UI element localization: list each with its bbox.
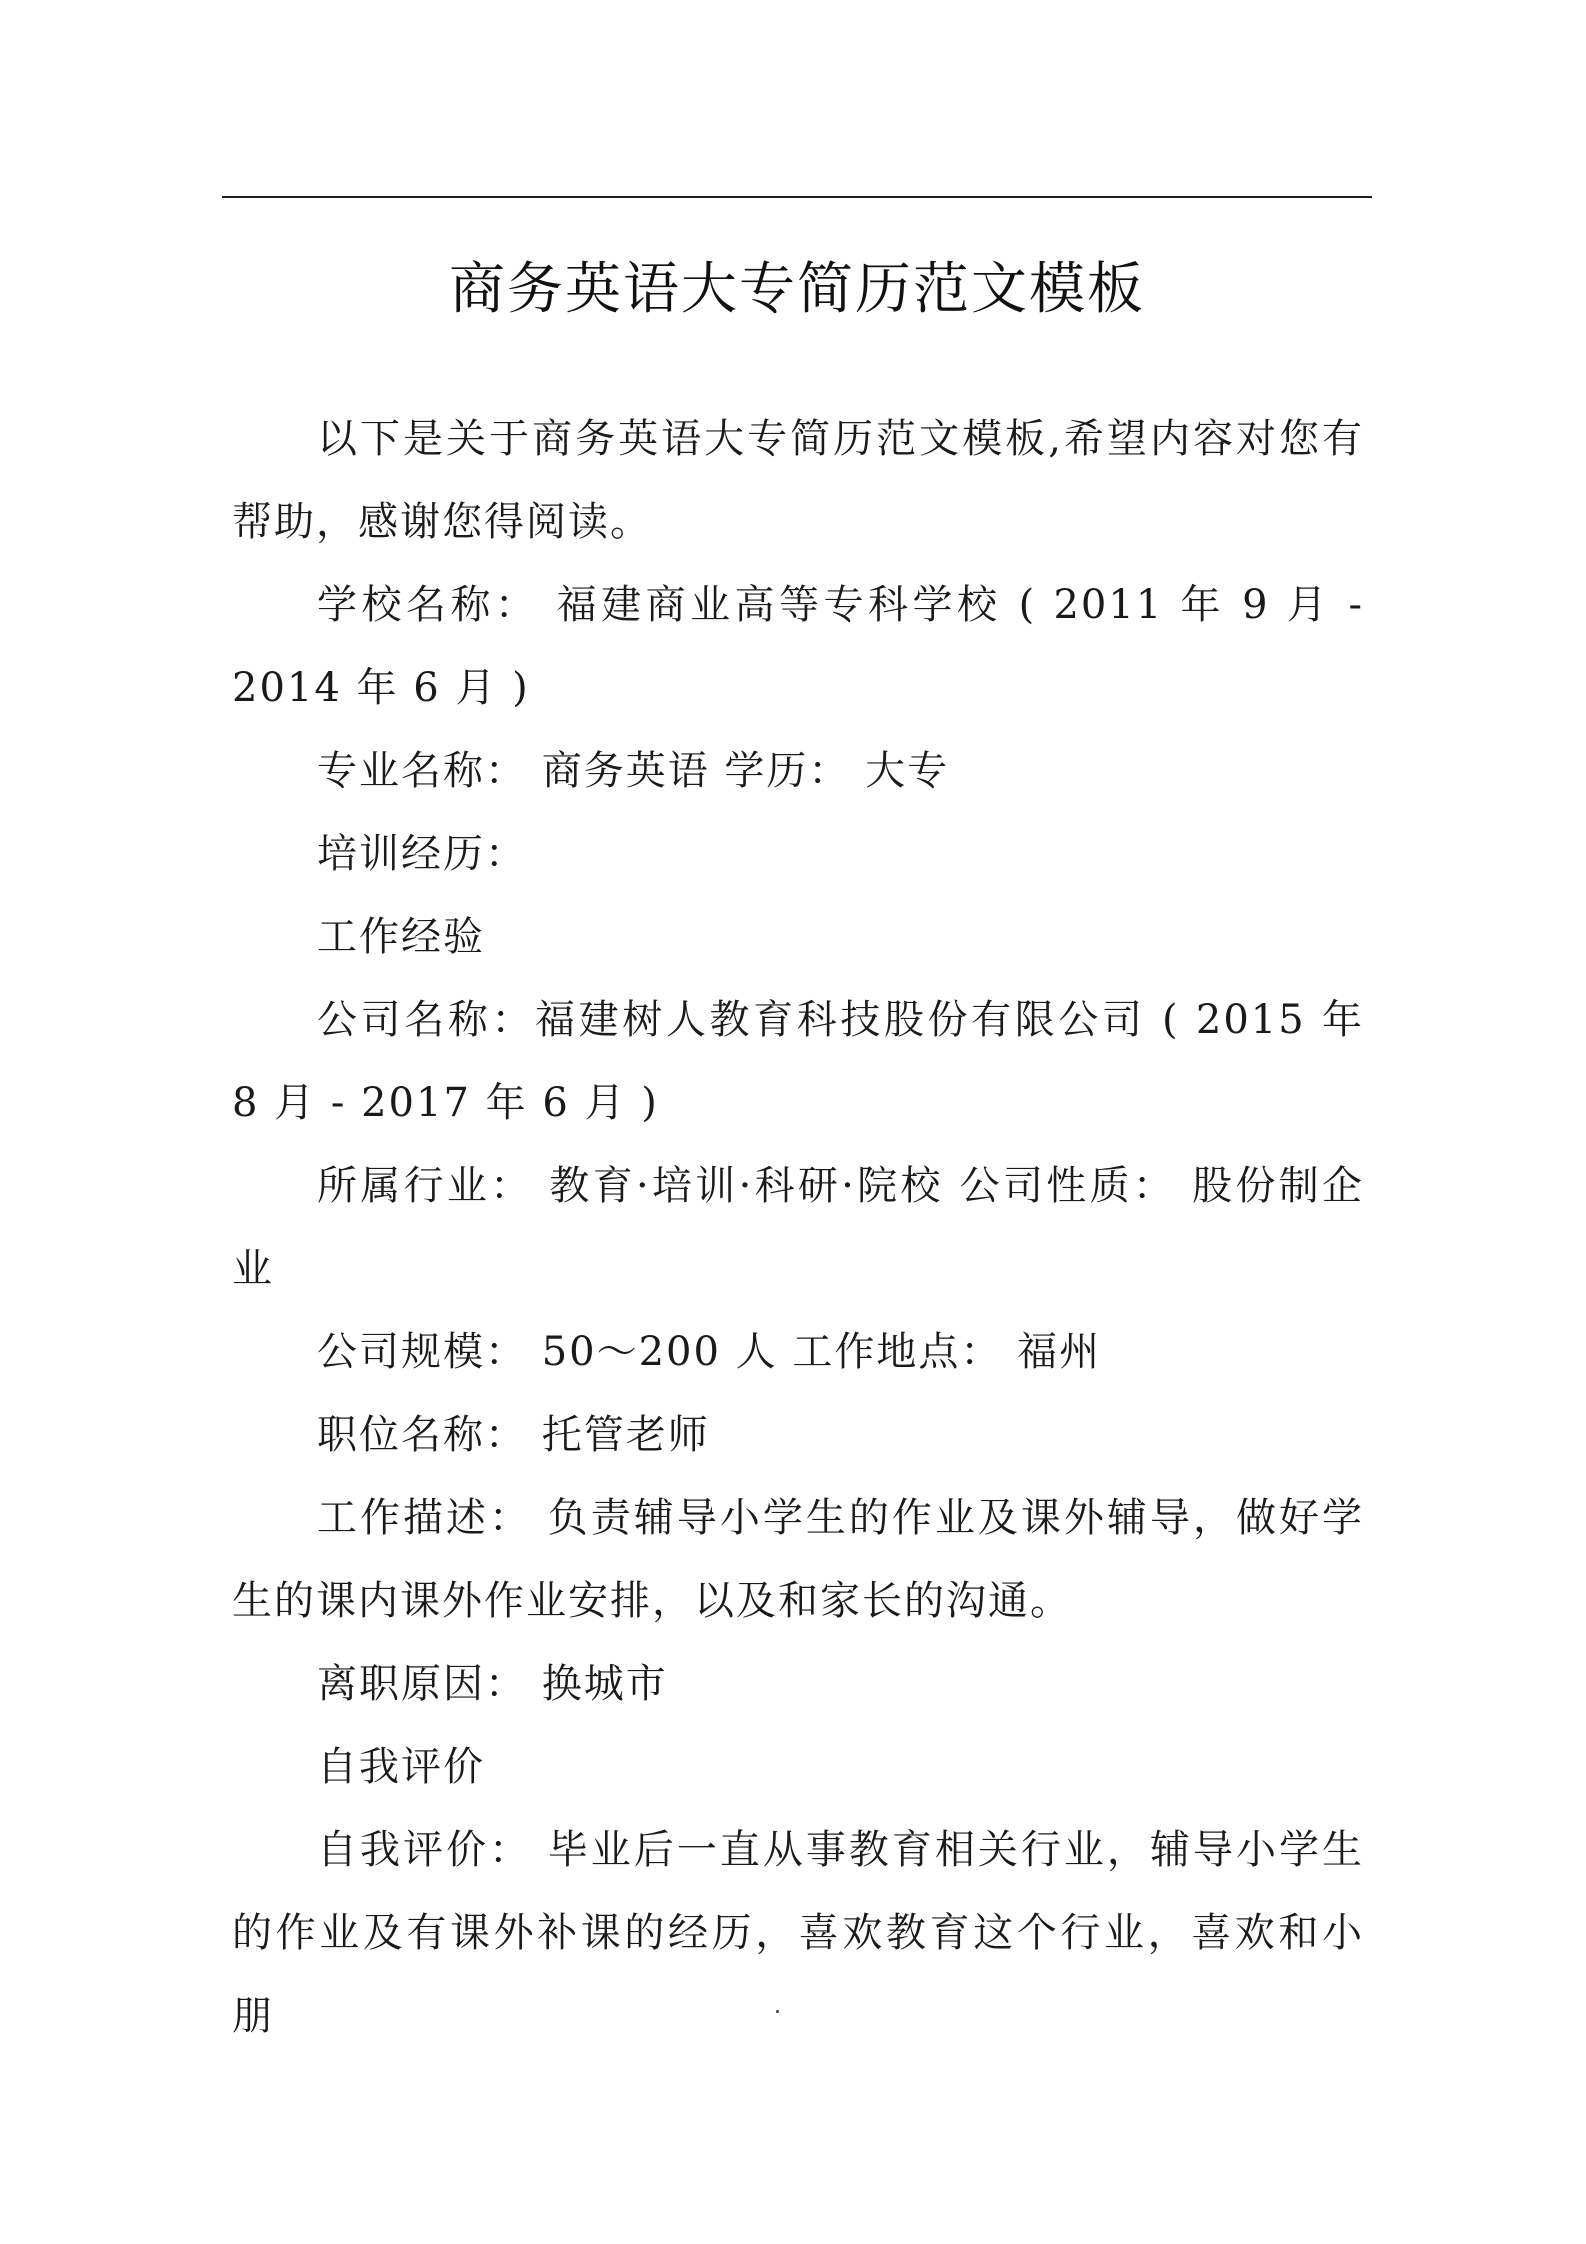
document-title: 商务英语大专简历范文模板 bbox=[449, 257, 1145, 322]
leaving-reason-line: 离职原因： 换城市 bbox=[317, 1661, 668, 1707]
training-heading: 培训经历： bbox=[317, 831, 527, 877]
major-line: 专业名称： 商务英语 学历： 大专 bbox=[317, 748, 950, 794]
document-body bbox=[232, 398, 1364, 2058]
company-name-line: 公司名称：福建树人教育科技股份有限公司 ( 2015 年 8 月 - 2017 年 6 月 ) bbox=[232, 997, 1364, 1126]
industry-line: 所属行业： 教育·培训·科研·院校 公司性质： 股份制企业 bbox=[232, 1163, 1364, 1292]
school-name-line: 学校名称： 福建商业高等专科学校 ( 2011 年 9 月 - 2014 年 6 月 ) bbox=[232, 582, 1364, 711]
job-description-line: 工作描述： 负责辅导小学生的作业及课外辅导，做好学生的课内课外作业安排，以及和家长的沟通。 bbox=[232, 1495, 1364, 1624]
self-evaluation-text: 自我评价： 毕业后一直从事教育相关行业，辅导小学生的作业及有课外补课的经历，喜欢教育这个行业，喜欢和小朋 bbox=[232, 1827, 1364, 2039]
intro-paragraph: 以下是关于商务英语大专简历范文模板,希望内容对您有帮助，感谢您得阅读。 bbox=[232, 416, 1364, 545]
self-evaluation-heading: 自我评价 bbox=[317, 1744, 485, 1790]
header-rule bbox=[222, 196, 1372, 198]
company-size-line: 公司规模： 50～200 人 工作地点： 福州 bbox=[317, 1329, 1102, 1375]
work-experience-heading: 工作经验 bbox=[317, 914, 485, 960]
position-line: 职位名称： 托管老师 bbox=[317, 1412, 710, 1458]
footer-dot bbox=[776, 2010, 779, 2013]
